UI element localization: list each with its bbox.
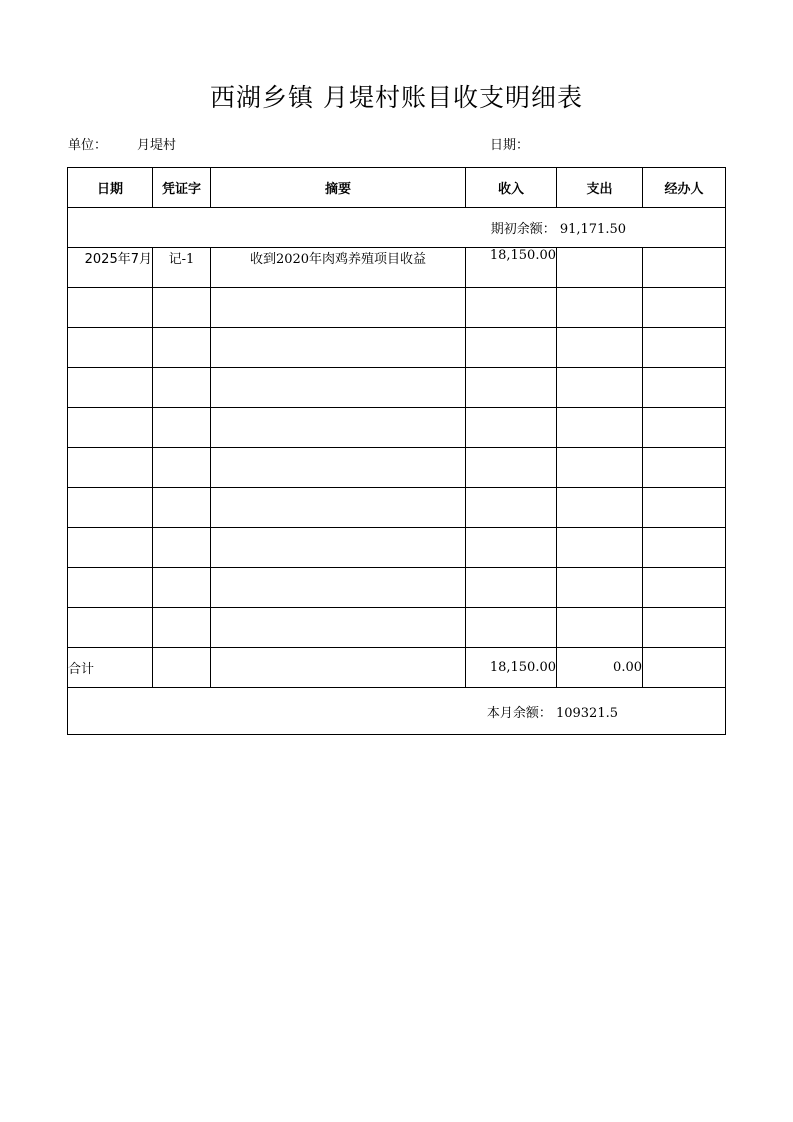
closing-balance-row — [68, 688, 726, 735]
cell-summary — [211, 608, 466, 648]
closing-balance: 本月余额： 109321.5 — [68, 688, 726, 735]
table-row — [68, 448, 726, 488]
table-row — [68, 408, 726, 448]
cell-income — [466, 448, 557, 488]
table-row — [68, 248, 726, 288]
cell-handler — [643, 328, 726, 368]
cell-summary — [211, 568, 466, 608]
cell-handler — [643, 528, 726, 568]
column-header-summary: 摘要 — [211, 168, 466, 208]
cell-income — [466, 328, 557, 368]
cell-income — [466, 488, 557, 528]
cell-voucher — [153, 408, 211, 448]
table-row — [68, 368, 726, 408]
opening-balance: 期初余额： 91,171.50 — [68, 208, 726, 248]
cell-date — [68, 448, 153, 488]
cell-voucher — [153, 488, 211, 528]
total-income: 18,150.00 — [466, 648, 557, 688]
cell-handler — [643, 248, 726, 288]
cell-handler — [643, 288, 726, 328]
cell-expense — [557, 288, 643, 328]
table-row — [68, 528, 726, 568]
cell-income: 18,150.00 — [466, 248, 557, 288]
cell-date — [68, 328, 153, 368]
cell-date — [68, 288, 153, 328]
cell-summary — [211, 368, 466, 408]
cell-handler — [643, 608, 726, 648]
cell-expense — [557, 328, 643, 368]
header-row — [68, 168, 726, 208]
cell-income — [466, 368, 557, 408]
unit-value: 月堤村 — [137, 138, 177, 153]
opening-balance-row — [68, 208, 726, 248]
cell-date — [68, 528, 153, 568]
page-title: 西湖乡镇 月堤村账目收支明细表 — [210, 83, 583, 112]
table-row — [68, 488, 726, 528]
cell-handler — [643, 568, 726, 608]
total-voucher-cell — [153, 648, 211, 688]
date-label: 日期： — [490, 138, 530, 153]
cell-expense — [557, 248, 643, 288]
ledger-table — [67, 167, 726, 735]
cell-date: 2025年7月 — [68, 248, 153, 288]
cell-voucher — [153, 288, 211, 328]
total-summary-cell — [211, 648, 466, 688]
cell-expense — [557, 528, 643, 568]
column-header-income: 收入 — [466, 168, 557, 208]
cell-summary — [211, 528, 466, 568]
column-header-date: 日期 — [68, 168, 153, 208]
cell-voucher — [153, 328, 211, 368]
column-header-expense: 支出 — [557, 168, 643, 208]
cell-expense — [557, 408, 643, 448]
cell-expense — [557, 488, 643, 528]
cell-date — [68, 408, 153, 448]
cell-expense — [557, 568, 643, 608]
cell-expense — [557, 448, 643, 488]
total-expense: 0.00 — [557, 648, 643, 688]
cell-summary — [211, 328, 466, 368]
cell-handler — [643, 488, 726, 528]
cell-summary: 收到2020年肉鸡养殖项目收益 — [211, 248, 466, 288]
cell-summary — [211, 448, 466, 488]
cell-handler — [643, 408, 726, 448]
cell-summary — [211, 288, 466, 328]
cell-voucher — [153, 368, 211, 408]
cell-handler — [643, 448, 726, 488]
total-row — [68, 648, 726, 688]
cell-date — [68, 568, 153, 608]
cell-voucher — [153, 608, 211, 648]
cell-date — [68, 608, 153, 648]
cell-income — [466, 568, 557, 608]
cell-income — [466, 528, 557, 568]
cell-summary — [211, 488, 466, 528]
cell-income — [466, 288, 557, 328]
cell-income — [466, 408, 557, 448]
cell-date — [68, 488, 153, 528]
total-label: 合计 — [68, 648, 153, 688]
table-row — [68, 568, 726, 608]
cell-voucher — [153, 528, 211, 568]
column-header-voucher: 凭证字 — [153, 168, 211, 208]
cell-voucher — [153, 568, 211, 608]
table-row — [68, 328, 726, 368]
table-row — [68, 288, 726, 328]
cell-income — [466, 608, 557, 648]
cell-handler — [643, 368, 726, 408]
cell-expense — [557, 368, 643, 408]
cell-voucher: 记-1 — [153, 248, 211, 288]
cell-expense — [557, 608, 643, 648]
total-handler-cell — [643, 648, 726, 688]
unit-label: 单位： — [68, 138, 108, 153]
column-header-handler: 经办人 — [643, 168, 726, 208]
cell-summary — [211, 408, 466, 448]
cell-date — [68, 368, 153, 408]
table-row — [68, 608, 726, 648]
cell-voucher — [153, 448, 211, 488]
